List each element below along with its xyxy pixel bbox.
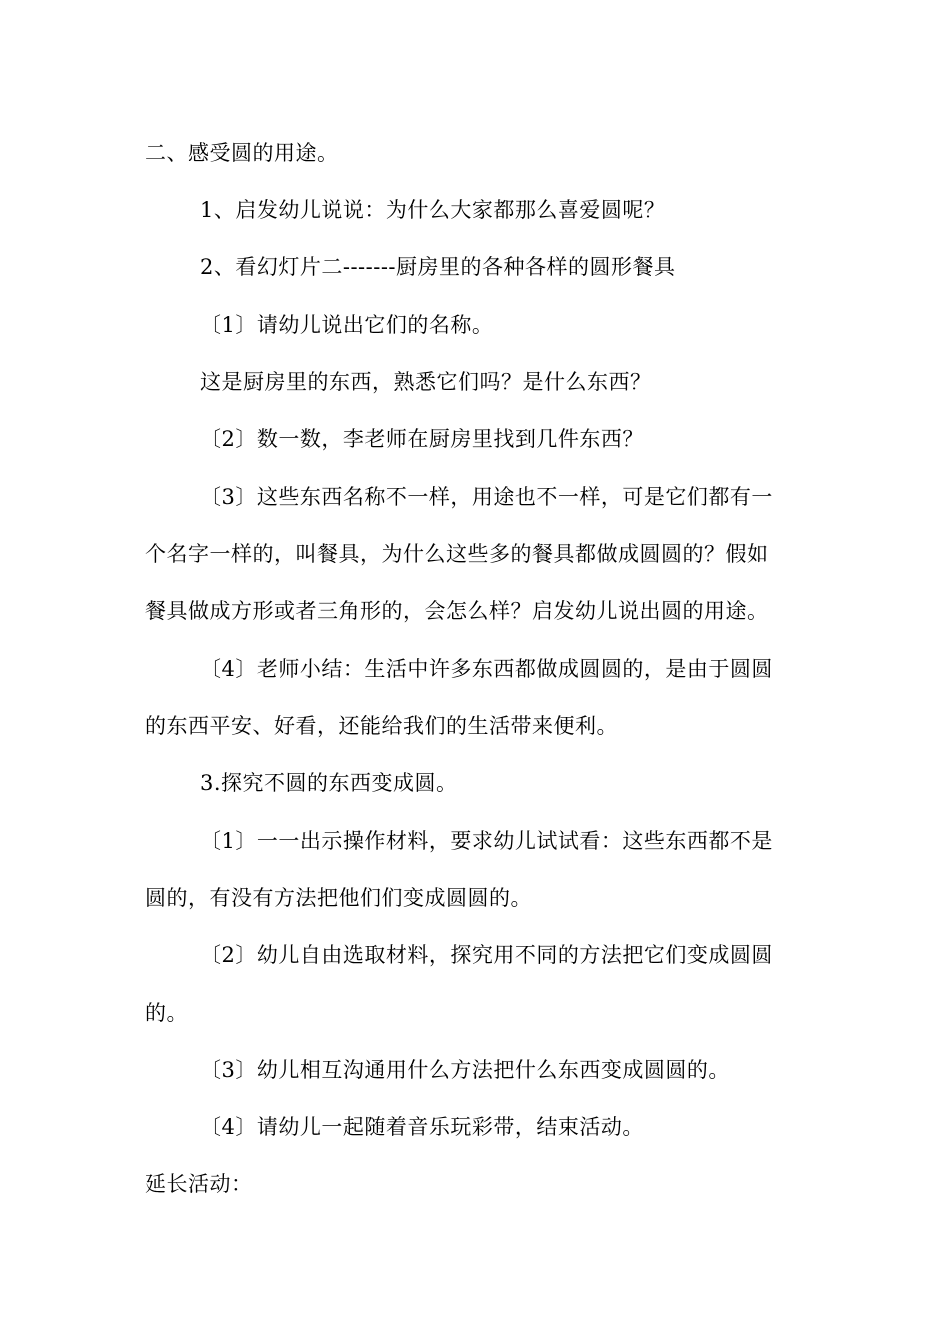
paragraph-line: 个名字一样的，叫餐具，为什么这些多的餐具都做成圆圆的？假如 [145,542,769,566]
paragraph-line: 的东西平安、好看，还能给我们的生活带来便利。 [145,714,618,738]
paragraph-line: 〔4〕请幼儿一起随着音乐玩彩带，结束活动。 [200,1115,644,1139]
paragraph-line: 餐具做成方形或者三角形的，会怎么样？启发幼儿说出圆的用途。 [145,599,769,623]
paragraph-line: 1、启发幼儿说说：为什么大家都那么喜爱圆呢？ [200,198,666,222]
paragraph-line: 〔1〕一一出示操作材料，要求幼儿试试看：这些东西都不是 [200,829,773,853]
paragraph-line: 〔3〕幼儿相互沟通用什么方法把什么东西变成圆圆的。 [200,1058,730,1082]
subsection-heading: 3.探究不圆的东西变成圆。 [200,771,458,795]
paragraph-line: 2、看幻灯片二-------厨房里的各种各样的圆形餐具 [200,255,676,279]
paragraph-line: 的。 [145,1001,188,1025]
section-heading: 二、感受圆的用途。 [145,141,339,165]
paragraph-line: 〔2〕幼儿自由选取材料，探究用不同的方法把它们变成圆圆 [200,943,773,967]
paragraph-line: 圆的，有没有方法把他们们变成圆圆的。 [145,886,532,910]
paragraph-line: 〔2〕数一数，李老师在厨房里找到几件东西？ [200,427,644,451]
paragraph-line: 这是厨房里的东西，熟悉它们吗？是什么东西？ [200,370,652,394]
paragraph-line: 〔4〕老师小结：生活中许多东西都做成圆圆的，是由于圆圆 [200,657,773,681]
paragraph-line: 〔3〕这些东西名称不一样，用途也不一样，可是它们都有一 [200,485,773,509]
paragraph-line: 〔1〕请幼儿说出它们的名称。 [200,313,494,337]
section-heading: 延长活动： [145,1172,253,1196]
